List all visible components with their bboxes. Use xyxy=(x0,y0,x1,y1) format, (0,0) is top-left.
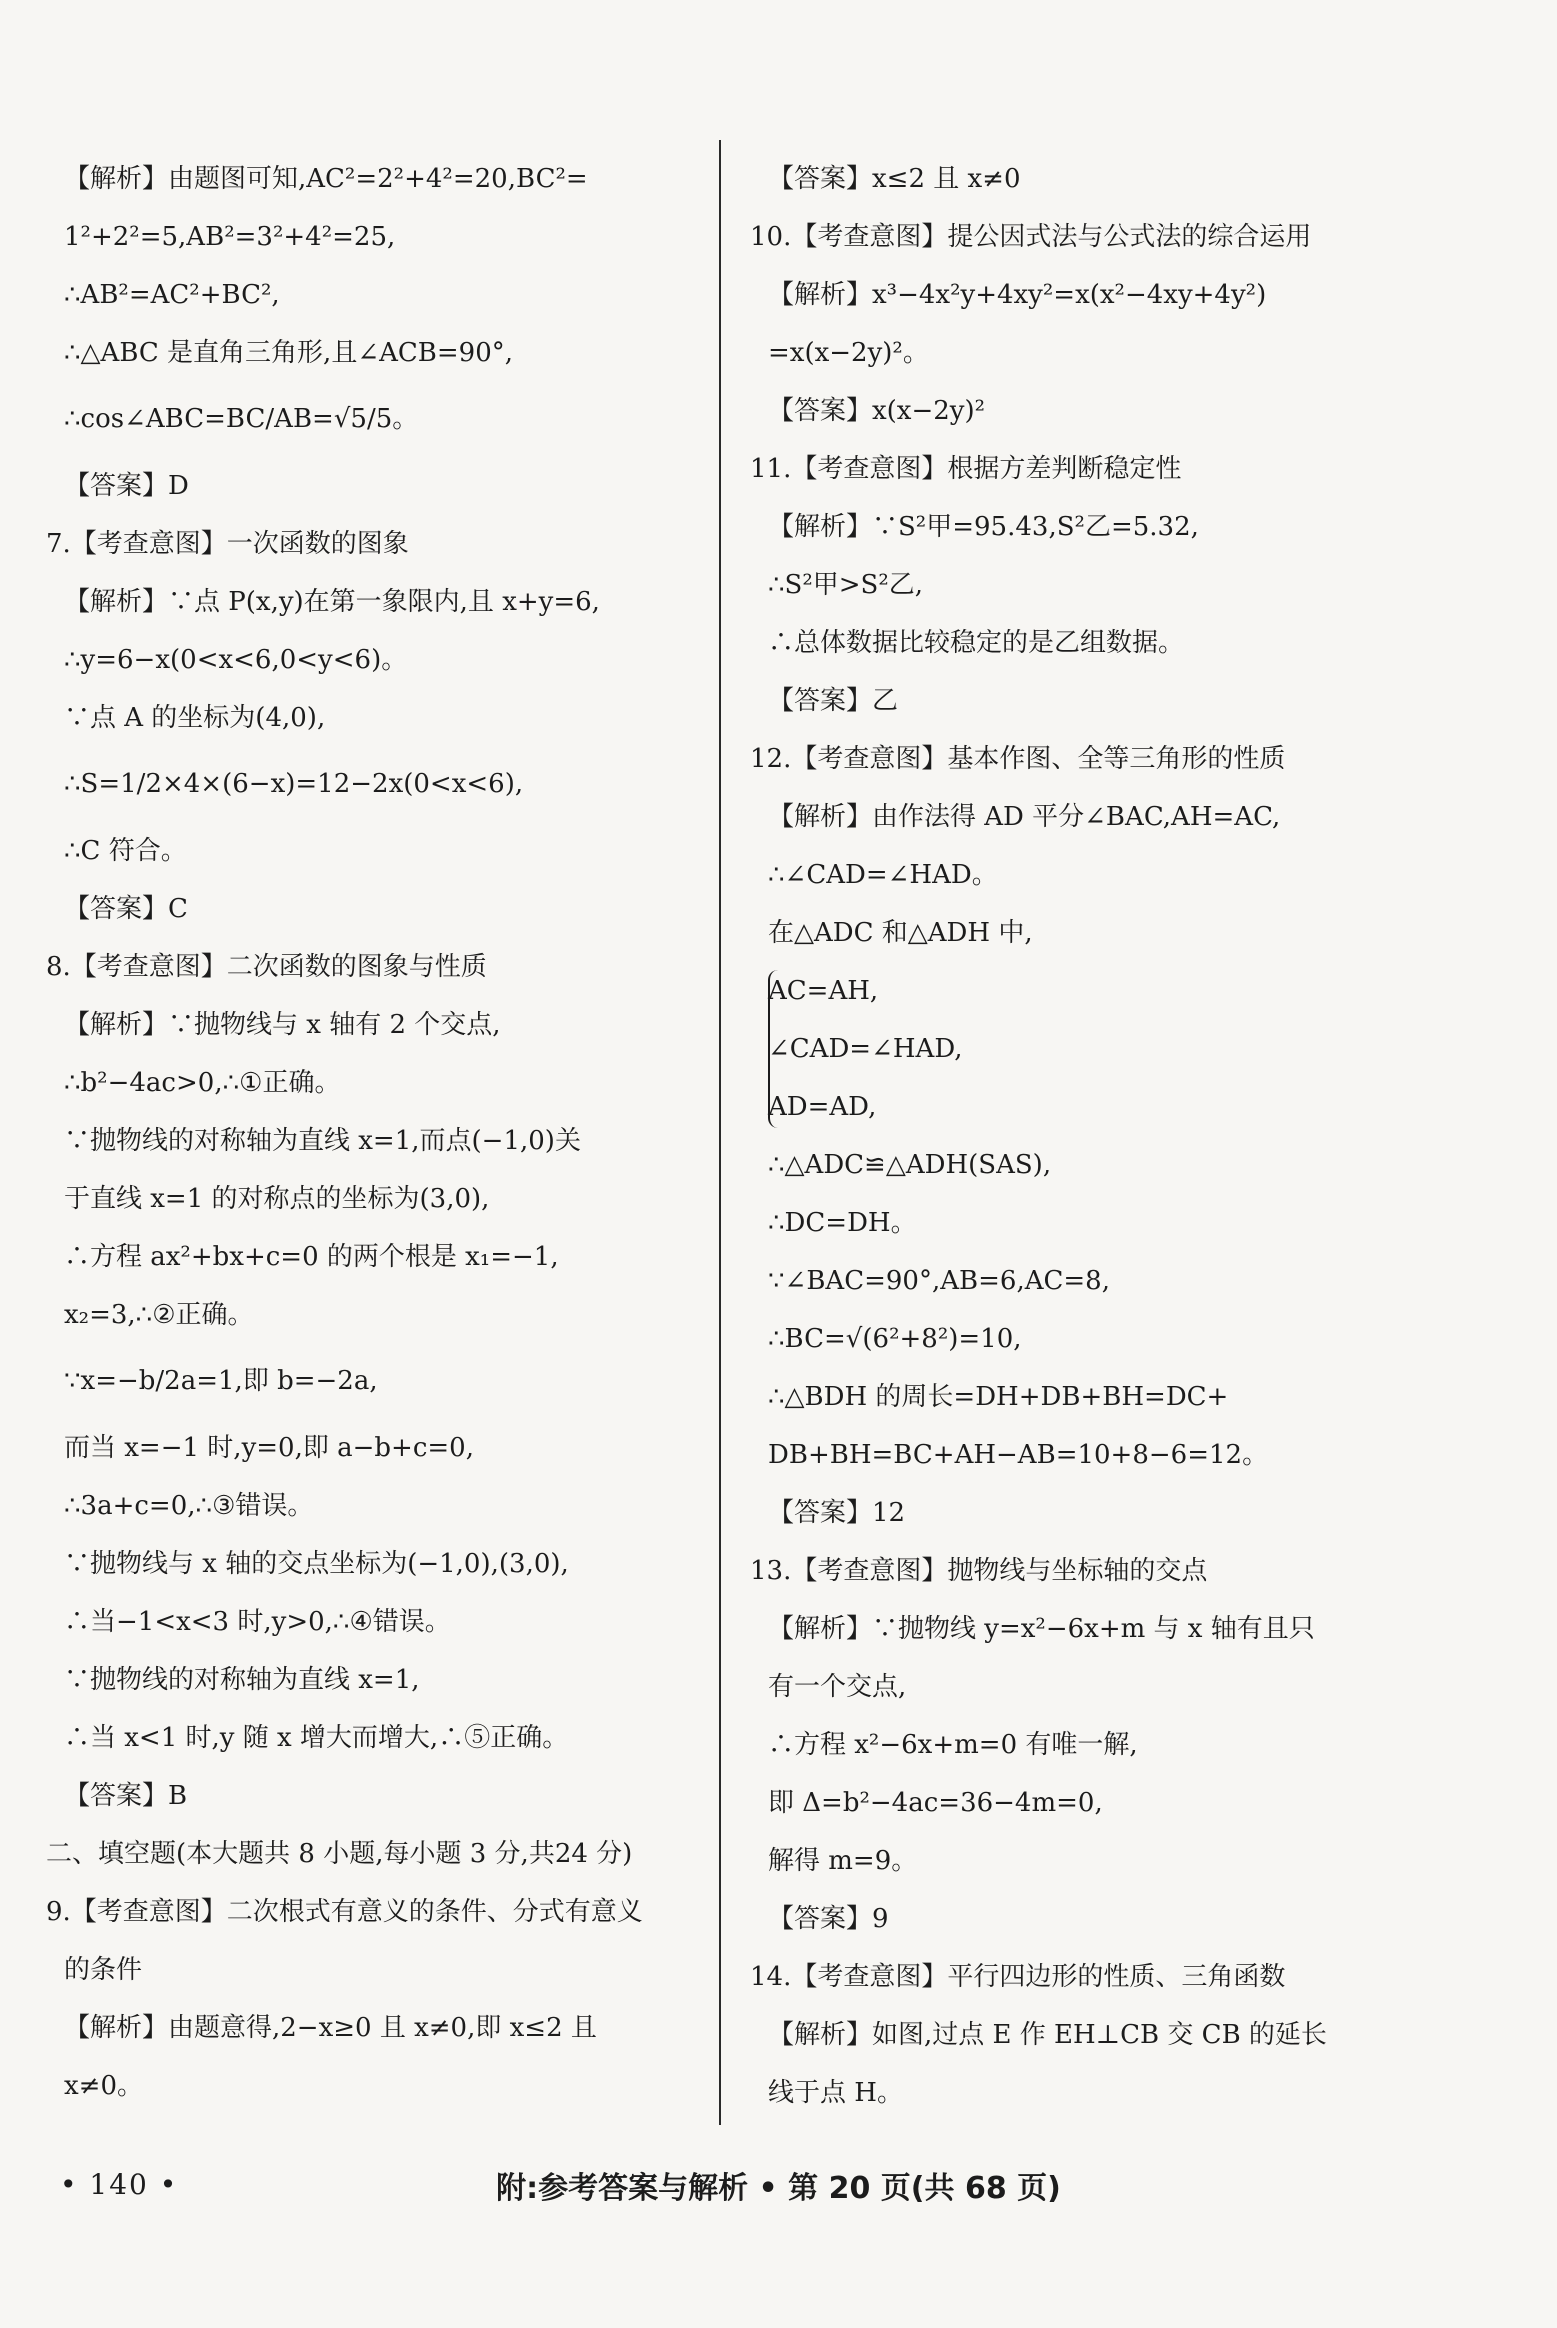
text-line: 的条件 xyxy=(64,1955,143,1985)
text-line: ∴方程 ax²+bx+c=0 的两个根是 x₁=−1, xyxy=(64,1242,559,1272)
text-line: x₂=3,∴②正确。 xyxy=(64,1300,254,1330)
text-line: 7.【考查意图】一次函数的图象 xyxy=(46,529,409,559)
text-line: ∴3a+c=0,∴③错误。 xyxy=(64,1491,314,1521)
text-line: 【解析】由题图可知,AC²=2²+4²=20,BC²= xyxy=(64,164,588,194)
text-line: 解得 m=9。 xyxy=(768,1846,918,1876)
text-line: 而当 x=−1 时,y=0,即 a−b+c=0, xyxy=(64,1433,474,1463)
footer-title: 附:参考答案与解析 • 第 20 页(共 68 页) xyxy=(496,2171,1061,2206)
text-line: 【解析】由作法得 AD 平分∠BAC,AH=AC, xyxy=(768,802,1281,832)
text-line: ∴y=6−x(0<x<6,0<y<6)。 xyxy=(64,645,408,675)
text-line: ∵点 A 的坐标为(4,0), xyxy=(64,703,326,733)
text-line: 9.【考查意图】二次根式有意义的条件、分式有意义 xyxy=(46,1897,643,1927)
text-line: 【答案】x≤2 且 x≠0 xyxy=(768,164,1021,194)
text-line: ∴△ABC 是直角三角形,且∠ACB=90°, xyxy=(64,338,514,368)
text-line: 13.【考查意图】抛物线与坐标轴的交点 xyxy=(750,1556,1208,1586)
text-line: 【解析】x³−4x²y+4xy²=x(x²−4xy+4y²) xyxy=(768,280,1267,310)
text-line: ∴△ADC≌△ADH(SAS), xyxy=(768,1150,1052,1180)
text-line: 【解析】如图,过点 E 作 EH⊥CB 交 CB 的延长 xyxy=(768,2020,1327,2050)
text-line: =x(x−2y)²。 xyxy=(768,338,929,368)
text-line: 【答案】D xyxy=(64,471,189,501)
text-line: ∴总体数据比较稳定的是乙组数据。 xyxy=(768,628,1185,658)
text-line: ∵抛物线与 x 轴的交点坐标为(−1,0),(3,0), xyxy=(64,1549,569,1579)
text-line: ∴BC=√(6²+8²)=10, xyxy=(768,1324,1022,1354)
text-line: 14.【考查意图】平行四边形的性质、三角函数 xyxy=(750,1962,1286,1992)
text-line: DB+BH=BC+AH−AB=10+8−6=12。 xyxy=(768,1440,1269,1470)
text-line: ∵抛物线的对称轴为直线 x=1,而点(−1,0)关 xyxy=(64,1126,581,1156)
text-line: 8.【考查意图】二次函数的图象与性质 xyxy=(46,952,487,982)
text-line: ∴S²甲>S²乙, xyxy=(768,570,924,600)
text-line: ∴方程 x²−6x+m=0 有唯一解, xyxy=(768,1730,1138,1760)
text-line: x≠0。 xyxy=(64,2071,143,2101)
text-line: ∴△BDH 的周长=DH+DB+BH=DC+ xyxy=(768,1382,1229,1412)
text-line: 于直线 x=1 的对称点的坐标为(3,0), xyxy=(64,1184,490,1214)
text-line: 有一个交点, xyxy=(768,1672,907,1702)
text-line: 线于点 H。 xyxy=(768,2078,903,2108)
text-line: 12.【考查意图】基本作图、全等三角形的性质 xyxy=(750,744,1286,774)
text-line: 【解析】∵抛物线与 x 轴有 2 个交点, xyxy=(64,1010,501,1040)
text-line: ∴AB²=AC²+BC², xyxy=(64,280,280,310)
text-line: AC=AH, xyxy=(750,962,1400,1020)
text-line: 【解析】∵点 P(x,y)在第一象限内,且 x+y=6, xyxy=(64,587,600,617)
text-line: 【答案】x(x−2y)² xyxy=(768,396,986,426)
text-line: 在△ADC 和△ADH 中, xyxy=(768,918,1033,948)
text-line: 【解析】∵抛物线 y=x²−6x+m 与 x 轴有且只 xyxy=(768,1614,1315,1644)
text-line: ∴DC=DH。 xyxy=(768,1208,917,1238)
text-line: 10.【考查意图】提公因式法与公式法的综合运用 xyxy=(750,222,1312,252)
text-line: 【答案】9 xyxy=(768,1904,889,1934)
text-line: 【答案】乙 xyxy=(768,686,899,716)
text-line: 11.【考查意图】根据方差判断稳定性 xyxy=(750,454,1182,484)
text-line: ∴cos∠ABC=BC/AB=√5/5。 xyxy=(64,404,419,434)
text-line: 【答案】C xyxy=(64,894,188,924)
text-line: 【答案】12 xyxy=(768,1498,906,1528)
text-line: ∴∠CAD=∠HAD。 xyxy=(768,860,998,890)
text-line: 1²+2²=5,AB²=3²+4²=25, xyxy=(64,222,396,252)
text-line: ∵∠BAC=90°,AB=6,AC=8, xyxy=(768,1266,1110,1296)
text-line: ∵抛物线的对称轴为直线 x=1, xyxy=(64,1665,420,1695)
text-line: ∴当−1<x<3 时,y>0,∴④错误。 xyxy=(64,1607,451,1637)
text-line: ∴C 符合。 xyxy=(64,836,187,866)
text-line: 【答案】B xyxy=(64,1781,188,1811)
text-line: ∵x=−b/2a=1,即 b=−2a, xyxy=(64,1366,378,1396)
text-line: 【解析】∵S²甲=95.43,S²乙=5.32, xyxy=(768,512,1199,542)
text-line: ∴S=1/2×4×(6−x)=12−2x(0<x<6), xyxy=(64,769,524,799)
column-divider xyxy=(719,140,721,2125)
text-line: 即 Δ=b²−4ac=36−4m=0, xyxy=(768,1788,1103,1818)
text-line: AD=AD, xyxy=(768,1092,877,1122)
left-column xyxy=(46,150,696,2115)
page-number: • 140 • xyxy=(60,2168,179,2201)
text-line: 【解析】由题意得,2−x≥0 且 x≠0,即 x≤2 且 xyxy=(64,2013,597,2043)
text-line: ∴当 x<1 时,y 随 x 增大而增大,∴⑤正确。 xyxy=(64,1723,569,1753)
text-line: ∠CAD=∠HAD, xyxy=(768,1034,963,1064)
right-column xyxy=(750,150,1400,2122)
text-line: 二、填空题(本大题共 8 小题,每小题 3 分,共24 分) xyxy=(46,1839,633,1869)
text-line: ∴b²−4ac>0,∴①正确。 xyxy=(64,1068,341,1098)
